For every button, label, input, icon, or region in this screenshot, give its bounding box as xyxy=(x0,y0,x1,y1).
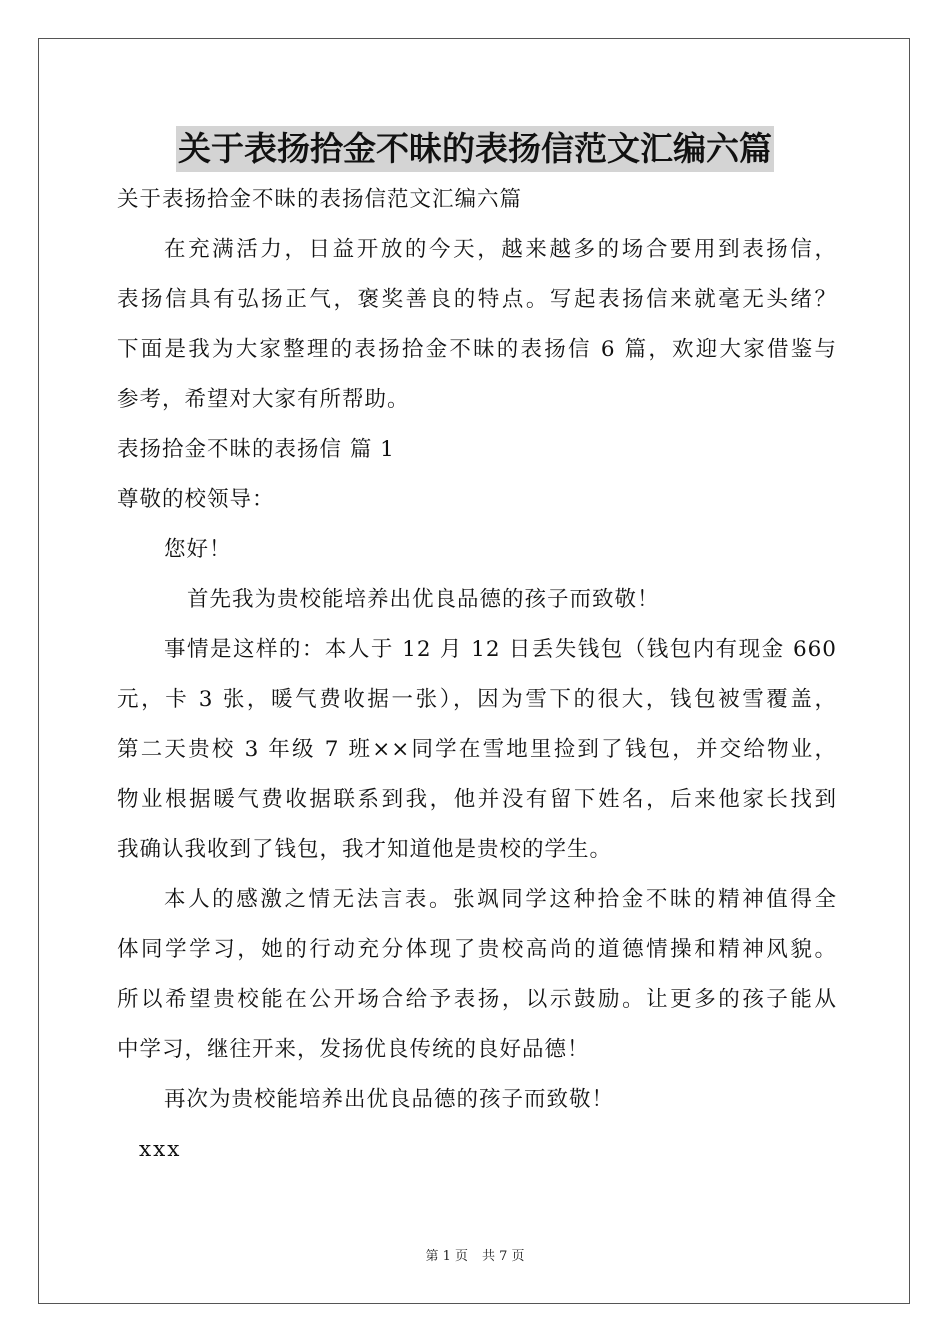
paragraph-line: 物业根据暖气费收据联系到我，他并没有留下姓名，后来他家长找到 xyxy=(117,787,837,812)
paragraph-line: 中学习，继往开来，发扬优良传统的良好品德！ xyxy=(117,1037,590,1062)
document-title: 关于表扬拾金不昧的表扬信范文汇编六篇 xyxy=(176,126,774,172)
section-heading: 表扬拾金不昧的表扬信 篇 1 xyxy=(117,437,395,462)
paragraph-line: 在充满活力，日益开放的今天，越来越多的场合要用到表扬信， xyxy=(164,237,837,262)
paragraph-line: 我确认我收到了钱包，我才知道他是贵校的学生。 xyxy=(117,837,613,862)
paragraph-line: 下面是我为大家整理的表扬拾金不昧的表扬信 6 篇，欢迎大家借鉴与 xyxy=(117,337,837,362)
title-container xyxy=(0,126,950,172)
paragraph-line: 事情是这样的：本人于 12 月 12 日丢失钱包（钱包内有现金 660 xyxy=(164,637,837,662)
paragraph-line: 表扬信具有弘扬正气，褒奖善良的特点。写起表扬信来就毫无头绪？ xyxy=(117,287,837,312)
paragraph-line: 体同学学习，她的行动充分体现了贵校高尚的道德情操和精神风貌。 xyxy=(117,937,837,962)
paragraph-line: 参考，希望对大家有所帮助。 xyxy=(117,387,410,412)
paragraph-line: 首先我为贵校能培养出优良品德的孩子而致敬！ xyxy=(187,587,660,612)
paragraph-line: 元，卡 3 张，暖气费收据一张），因为雪下的很大，钱包被雪覆盖， xyxy=(117,687,837,712)
paragraph-line: 第二天贵校 3 年级 7 班××同学在雪地里捡到了钱包，并交给物业， xyxy=(117,737,837,762)
page-footer xyxy=(0,1248,950,1266)
greeting: 您好！ xyxy=(164,537,232,562)
paragraph-line: 所以希望贵校能在公开场合给予表扬，以示鼓励。让更多的孩子能从 xyxy=(117,987,837,1012)
closing-line: 再次为贵校能培养出优良品德的孩子而致敬！ xyxy=(164,1087,615,1112)
document-body xyxy=(117,175,837,1175)
page-total: 共 7 页 xyxy=(482,1249,525,1264)
subtitle-line: 关于表扬拾金不昧的表扬信范文汇编六篇 xyxy=(117,187,523,212)
paragraph-line: 本人的感激之情无法言表。张飒同学这种拾金不昧的精神值得全 xyxy=(164,887,837,912)
salutation: 尊敬的校领导： xyxy=(117,487,275,512)
signature: xxx xyxy=(139,1137,182,1162)
page-number: 第 1 页 xyxy=(425,1249,468,1264)
